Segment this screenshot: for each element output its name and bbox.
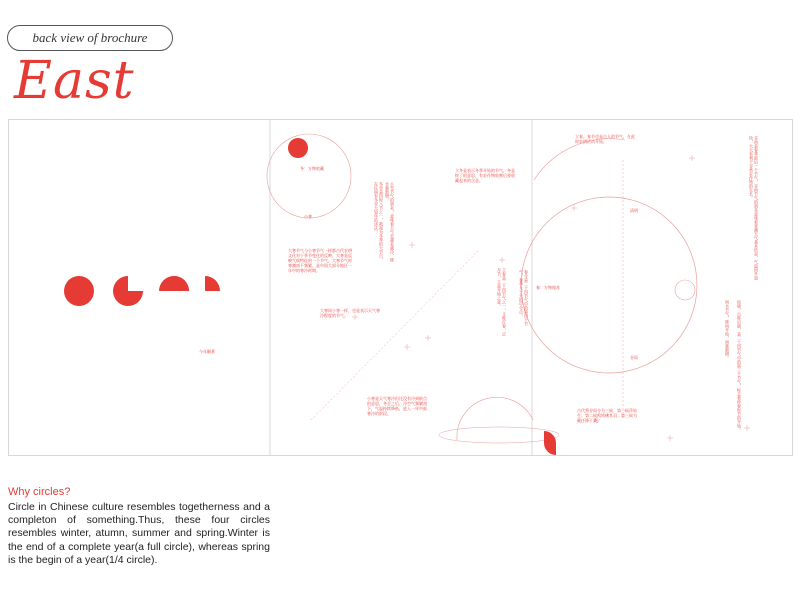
- panel2-block-d: 小寒是天气寒冷但还没有冷到极点的意思，冬至之后，冷空气频繁南下，气温持续降低，进入一年中最寒冷的阶段。: [367, 396, 427, 416]
- panel3-vertical-mid: 立春是二十四节气之一，又称打春，正月节，立是开始之意。: [497, 268, 507, 336]
- label-qingming: 清明: [630, 208, 638, 213]
- winter-small-dot: [288, 138, 308, 158]
- panel2-block-b: 立冬是表示冬季开始的节气，冬是终了的意思，有农作物收割后要收藏起来的含意。: [455, 168, 515, 183]
- winter-full-circle: [64, 276, 94, 306]
- winter-outline-circle: [267, 134, 351, 218]
- circles-caption: 今年顯著: [199, 349, 215, 354]
- spring-label: 春：万物復苏: [536, 285, 560, 290]
- spring-quarter-marker-b: [544, 443, 556, 455]
- panel4-vertical-2: 惊蛰，古称启蛰，是二十四节气中的第三个节气，标志着仲春时节的开始。: [737, 300, 742, 432]
- winter-label: 冬：万物收藏: [300, 166, 324, 171]
- brochure-spread: [8, 119, 793, 456]
- panel4-vertical-3: 雨水节气，降雨开始，雨量渐增。: [725, 300, 730, 360]
- why-circles-heading: Why circles?: [8, 486, 71, 498]
- why-circles-text: Circle in Chinese culture resembles togetherness and a completon of something.Thus, these four circles resembles winter, atumn, summer and spring.Winter is the end of a complete year(a full circle), whereas spring is the begin of a year(1/4 circle).: [8, 501, 270, 566]
- panel3-vertical-right: 春分是二十四节气中的第四个节气，春季九十天的中分点。: [519, 270, 529, 326]
- panel3-block-top: 立春，春节也是古人的节气，在此时农耕活动开始。: [575, 134, 635, 144]
- summer-half-circle: [159, 276, 189, 291]
- label-guyu: 谷雨: [630, 355, 638, 360]
- panel2-vertical-1: 冬至是四时八节之一，被视为冬季的大节日，在民间有冬至大如年的讲法。: [374, 182, 384, 262]
- panel2-vertical-2: 小雪节气的到来，意味着天气会越来越冷、降水量渐增。: [385, 182, 395, 262]
- panel2-vertical-label-a: 小寒: [304, 214, 312, 219]
- panel2-block-c: 大寒同小寒一样，也是表示天气寒冷程度的节气。: [320, 308, 380, 318]
- panel2-block-a: 大寒节气与小寒节气一样都古代农耕文化对于季节变化的反映，大寒是反映气候特征的一个节气，大寒节气时寒潮南下频繁，是中国大部分地区一年中的寒冷时期。: [288, 248, 352, 273]
- spring-small-ring: [675, 280, 695, 300]
- season-circles: [64, 276, 220, 306]
- spring-quarter-circle: [205, 276, 220, 291]
- autumn-three-quarter-circle: [113, 276, 143, 306]
- back-view-tag-text: back view of brochure: [32, 30, 148, 45]
- spring-top-arc: [534, 139, 625, 180]
- back-view-tag: [7, 25, 173, 51]
- page-title: East: [14, 51, 135, 111]
- bottom-arc: [457, 397, 533, 440]
- diagonal-dashed-line: [311, 250, 479, 420]
- panel4-vertical-1: 谷雨是春季最后一个节气，谷雨节气的到来意味着寒潮天气基本结束，气温回升加快，大大有利于谷类农作物的生长。: [749, 136, 759, 280]
- panel3-block-bottom: 古代将谷雨分为三候：第一候萍始生；第二候鸣鸠拂其羽；第三候为戴任降于桑。: [577, 408, 637, 423]
- spring-quarter-marker: [544, 431, 556, 443]
